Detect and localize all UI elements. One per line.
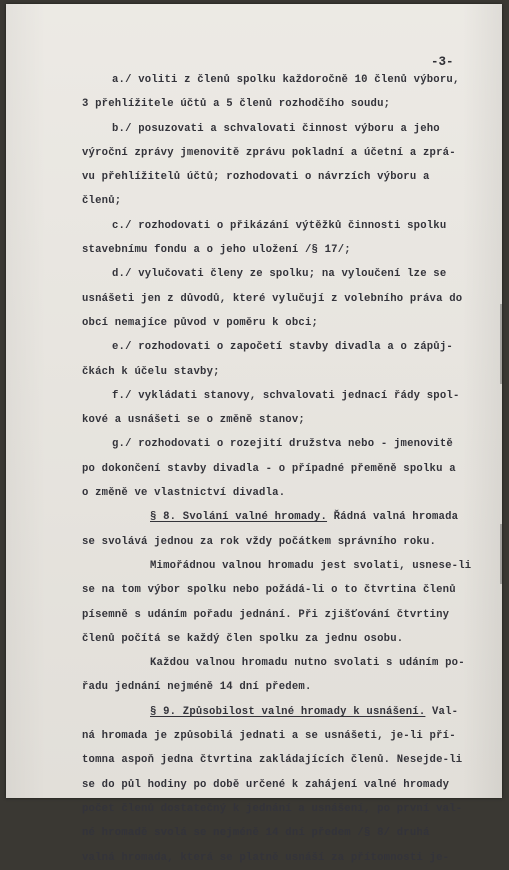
line-text: písemně s udáním pořadu jednání. Při zjišťování čtvrtiny (82, 608, 450, 621)
text-line (6, 311, 502, 335)
line-text: d./ vylučovati členy ze spolku; na vyloučení lze se (112, 268, 447, 281)
text-line (6, 675, 502, 699)
text-line (6, 797, 502, 821)
text-line (6, 141, 502, 165)
line-text: členů; (82, 195, 122, 208)
line-text: výroční zprávy jmenovitě zprávu pokladní a účetní a zprá- (82, 146, 456, 159)
line-text: Mimořádnou valnou hromadu jest svolati, usnese-li (150, 559, 472, 572)
text-line (6, 287, 502, 311)
line-text: se na tom výbor spolku nebo požádá-li o to čtvrtina členů (82, 584, 456, 597)
text-line (6, 214, 502, 238)
line-text: b./ posuzovati a schvalovati činnost výboru a jeho (112, 122, 440, 135)
line-text: 3 přehlížitele účtů a 5 členů rozhodčího soudu; (82, 98, 391, 111)
text-line (6, 627, 502, 651)
line-text: c./ rozhodovati o přikázání výtěžků činnosti spolku (112, 219, 447, 232)
line-text: e./ rozhodovati o započetí stavby divadla a o zápůj- (112, 341, 453, 354)
page-number: -3- (431, 55, 454, 69)
text-line (6, 117, 502, 141)
document-body (6, 68, 502, 870)
line-text: vu přehlížitelů účtů; rozhodovati o návrzích výboru a (82, 171, 430, 184)
line-text: a./ voliti z členů spolku každoročně 10 členů výboru, (112, 74, 460, 86)
text-line (6, 481, 502, 505)
line-text: stavebnímu fondu a o jeho uložení /§ 17/; (82, 244, 351, 257)
line-text: ná hromada je způsobilá jednati a se usnášeti, je-li pří- (82, 730, 456, 743)
text-line (6, 335, 502, 359)
text-line (6, 432, 502, 456)
line-text: se svolává jednou za rok vždy počátkem správního roku. (82, 535, 437, 548)
text-line (6, 384, 502, 408)
text-line (6, 578, 502, 602)
text-line (6, 748, 502, 772)
line-text: usnášeti jen z důvodů, které vylučují z volebního práva do (82, 292, 463, 305)
line-text: f./ vykládati stanovy, schvalovati jednací řády spol- (112, 389, 460, 402)
text-line (6, 165, 502, 189)
text-line (6, 189, 502, 213)
text-line (6, 554, 502, 578)
text-line (6, 651, 502, 675)
line-text: členů počítá se každý člen spolku za jednu osobu. (82, 632, 404, 645)
line-text: kové a usnášeti se o změně stanov; (82, 414, 305, 427)
text-line (6, 603, 502, 627)
line-text: tomna aspoň jedna čtvrtina zakládajících členů. Nesejde-li (82, 754, 463, 767)
line-text: se do půl hodiny po době určené k zahájení valné hromady (82, 778, 450, 791)
line-text: čkách k účelu stavby; (82, 365, 220, 378)
text-line (6, 505, 502, 529)
text-line (6, 238, 502, 262)
section-heading: § 9. Způsobilost valné hromady k usnášení. (150, 705, 426, 718)
line-text: o změně ve vlastnictví divadla. (82, 487, 286, 500)
text-line (6, 262, 502, 286)
text-line (6, 68, 502, 92)
line-text: g./ rozhodovati o rozejití družstva nebo - jmenovitě (112, 438, 453, 451)
section-heading: § 8. Svolání valné hromady. (150, 511, 328, 524)
line-text: Řádná valná hromada (327, 511, 459, 524)
document-page (6, 4, 502, 864)
line-text: po dokončení stavby divadla - o případné přeměně spolku a (82, 462, 456, 475)
line-text: řadu jednání nejméně 14 dní předem. (82, 681, 312, 694)
text-line (6, 700, 502, 724)
text-line (6, 724, 502, 748)
text-line (6, 457, 502, 481)
line-text: né hromadě svolá se nejméně 14 dní předem /§ 8/ druhá (82, 827, 430, 840)
line-text: valná hromada, která se platně usnáší za přítomnosti je- (82, 851, 450, 864)
text-line (6, 360, 502, 384)
text-line (6, 846, 502, 870)
text-line (6, 530, 502, 554)
line-text: obcí nemajíce původ v poměru k obci; (82, 316, 319, 329)
text-line (6, 408, 502, 432)
text-line (6, 821, 502, 845)
text-line (6, 773, 502, 797)
text-line (6, 92, 502, 116)
line-text: Val- (425, 705, 459, 718)
line-text: Každou valnou hromadu nutno svolati s udáním po- (150, 657, 465, 670)
line-text: počet členů dostatečný k jednání a usnášení, po první val- (82, 802, 463, 815)
